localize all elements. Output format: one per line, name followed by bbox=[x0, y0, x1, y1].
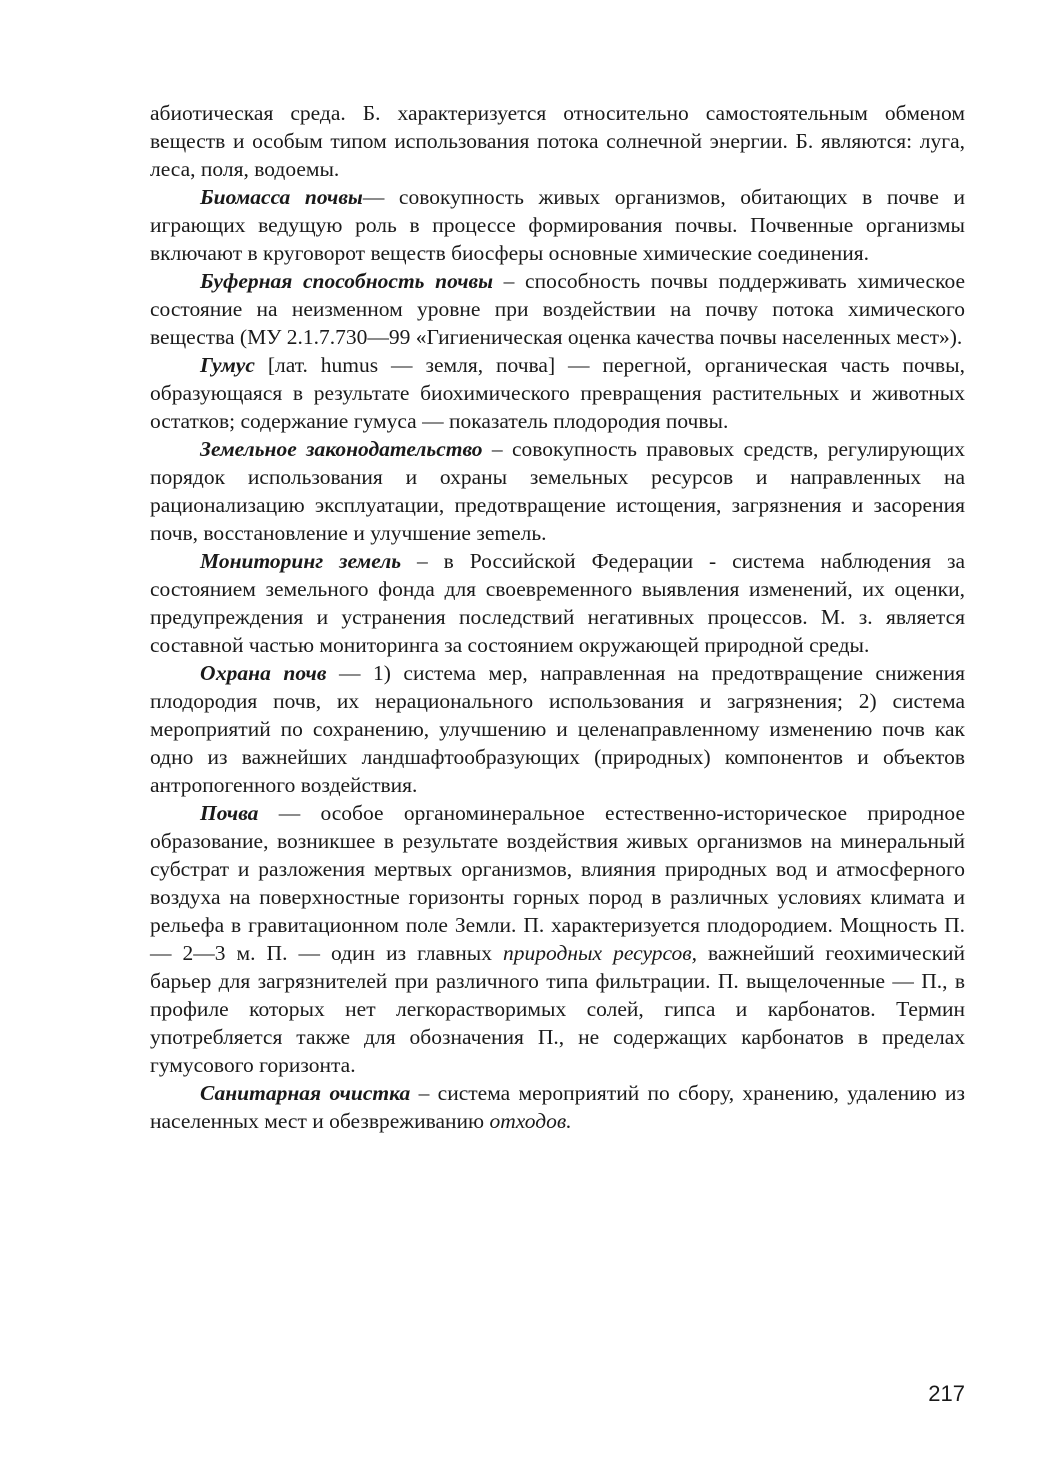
term-land-monitoring: Мониторинг земель bbox=[200, 549, 402, 573]
definition-land-law: – совокупность правовых средств, регулирующих порядок использования и охраны земельных ресурсов и направленных на рационализацию эксплуатации, предотвращение истощения, загрязнения и засорения почв, восстановление и улучшение зеmель. bbox=[150, 437, 965, 545]
entry-buffer-capacity bbox=[150, 267, 965, 351]
entry-biomass bbox=[150, 183, 965, 267]
definition-sanitary-italic: отходов. bbox=[489, 1109, 572, 1133]
entry-soil bbox=[150, 799, 965, 1079]
term-biomass: Биомасса почвы bbox=[200, 185, 363, 209]
entry-humus bbox=[150, 351, 965, 435]
entry-soil-protection bbox=[150, 659, 965, 799]
entry-land-monitoring bbox=[150, 547, 965, 659]
definition-sanitary-cleaning: – система мероприятий по сбору, хранению, удалению из населенных мест и обезвреживанию bbox=[150, 1081, 965, 1133]
definition-humus: [лат. humus — земля, почва] — перегной, органическая часть почвы, образующаяся в результате биохимического превращения растительных и животных остатков; содержание гумуса — показатель плодородия почвы. bbox=[150, 353, 965, 433]
entry-land-law bbox=[150, 435, 965, 547]
entry-sanitary-cleaning bbox=[150, 1079, 965, 1135]
continuation-text: абиотическая среда. Б. характеризуется относительно самостоятельным обменом веществ и особым типом использования потока солнечной энергии. Б. являются: луга, леса, поля, водоемы. bbox=[150, 101, 965, 181]
definition-soil-italic: природных ресурсов, bbox=[502, 941, 697, 965]
page-number: 217 bbox=[928, 1381, 965, 1406]
definition-soil-protection: — 1) система мер, направленная на предотвращение снижения плодородия почв, их нерационального использования и загрязнения; 2) система мероприятий по сохранению, улучшению и целенаправленному изменению почв как одно из важнейших ландшафтообразующих (природных) компонентов и объектов антропогенного воздействия. bbox=[150, 661, 965, 797]
term-land-law: Земельное законодательство bbox=[200, 437, 483, 461]
definition-buffer-capacity: – способность почвы поддерживать химическое состояние на неизменном уровне при воздействии на почву потока химического вещества (МУ 2.1.7.730—99 «Гигиеническая оценка качества почвы населенных мест»). bbox=[150, 269, 965, 349]
term-soil: Почва bbox=[200, 801, 259, 825]
glossary-page bbox=[150, 99, 965, 1135]
definition-land-monitoring: – в Российской Федерации - система наблюдения за состоянием земельного фонда для своевременного выявления изменений, их оценки, предупреждения и устранения последствий негативных процессов. М. з. является составной частью мониторинга за состоянием окружающей природной среды. bbox=[150, 549, 966, 657]
definition-soil-part2: важнейший геохимический барьер для загрязнителей при различного типа фильтрации. П. выщелоченные — П., в профиле которых нет легкорастворимых солей, гипса и карбонатов. Термин употребляется также для обозначения П., не содержащих карбонатов в пределах гумусового горизонта. bbox=[150, 941, 965, 1077]
term-sanitary-cleaning: Санитарная очистка bbox=[200, 1081, 411, 1105]
continuation-paragraph bbox=[150, 99, 965, 183]
definition-biomass: — совокупность живых организмов, обитающих в почве и играющих ведущую роль в процессе формирования почвы. Почвенные организмы включают в круговорот веществ биосферы основные химические соединения. bbox=[150, 185, 966, 265]
term-soil-protection: Охрана почв bbox=[200, 661, 327, 685]
term-buffer-capacity: Буферная способность почвы bbox=[200, 269, 494, 293]
definition-soil-part1: — особое органоминеральное естественно-историческое природное образование, возникшее в результате воздействия живых организмов на минеральный субстрат и разложения мертвых организмов, влияния природных вод и атмосферного воздуха на поверхностные горизонты горных пород в различных условиях климата и рельефа в гравитационном поле Земли. П. характеризуется плодородием. Мощность П. — 2—3 м. П. — один из главных bbox=[150, 801, 965, 965]
term-humus: Гумус bbox=[200, 353, 255, 377]
